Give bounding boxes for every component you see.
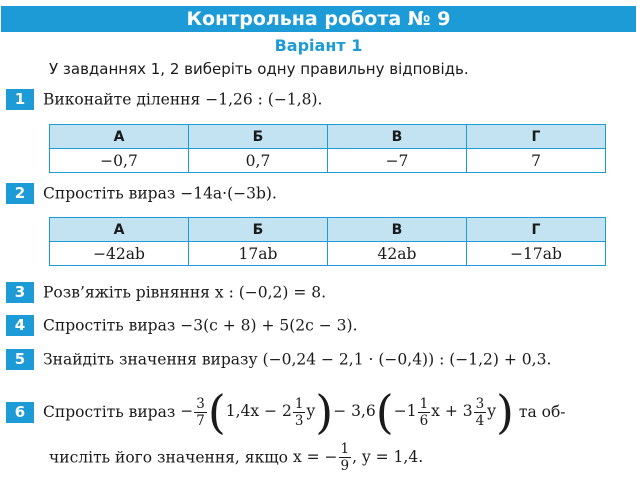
- task-expression: −3(c + 8) + 5(2c − 3).: [180, 316, 358, 335]
- task-expression: −14a·(−3b).: [180, 184, 277, 203]
- task-2: [6, 183, 277, 204]
- task-6-line-2: [49, 441, 423, 474]
- fraction-denominator: 7: [196, 412, 205, 429]
- fraction-denominator: 4: [475, 412, 485, 429]
- close-paren: ): [495, 385, 514, 439]
- option-value[interactable]: 0,7: [189, 149, 328, 173]
- task-text: Спростіть вираз: [43, 316, 176, 335]
- fraction-denominator: 9: [340, 458, 350, 474]
- option-header: Г: [467, 218, 606, 242]
- option-header: Б: [189, 218, 328, 242]
- option-header: А: [50, 218, 189, 242]
- x-value: [292, 441, 424, 474]
- title-banner: Контрольна робота № 9: [1, 6, 636, 32]
- fraction: [339, 441, 352, 474]
- task-number-badge: 3: [6, 282, 34, 303]
- answer-table-1: [49, 124, 606, 173]
- task-6: [6, 385, 566, 439]
- variant-label: Варіант 1: [274, 36, 363, 55]
- task-5: [6, 349, 551, 370]
- option-value[interactable]: −0,7: [50, 149, 189, 173]
- fraction-denominator: 6: [419, 412, 429, 429]
- option-header: В: [328, 218, 467, 242]
- fraction: [418, 396, 431, 429]
- expr-part: x = −: [292, 447, 338, 466]
- task-expression: (−0,24 − 2,1 · (−0,4)) : (−1,2) + 0,3.: [262, 350, 552, 369]
- option-header: В: [328, 125, 467, 149]
- option-value[interactable]: 7: [467, 149, 606, 173]
- fraction-denominator: 3: [294, 412, 304, 429]
- task-text: числіть його значення, якщо: [49, 448, 288, 467]
- expr-part: −1: [393, 402, 417, 420]
- task-number-badge: 1: [6, 89, 34, 110]
- task-text: Розв’яжіть рівняння: [43, 283, 210, 302]
- answer-table-2: [49, 217, 606, 266]
- expr-part: −: [180, 402, 194, 420]
- expr-part: 1,4x − 2: [225, 402, 292, 420]
- option-header: Б: [189, 125, 328, 149]
- expr-part: y: [487, 402, 496, 420]
- option-value[interactable]: 17ab: [189, 242, 328, 266]
- task-expression: x : (−0,2) = 8.: [214, 283, 327, 302]
- fraction-numerator: 1: [294, 395, 304, 412]
- instruction-text: У завданнях 1, 2 виберіть одну правильну відповідь.: [49, 60, 469, 78]
- task-3: [6, 282, 326, 303]
- fraction-numerator: 3: [196, 395, 205, 412]
- task-number-badge: 4: [6, 315, 34, 336]
- option-value[interactable]: −7: [328, 149, 467, 173]
- fraction: [293, 396, 306, 429]
- fraction-numerator: 3: [475, 395, 485, 412]
- fraction: [474, 396, 487, 429]
- task-text: Спростіть вираз: [43, 403, 176, 421]
- task-number-badge: 2: [6, 183, 34, 204]
- task-expression: −1,26 : (−1,8).: [205, 90, 323, 109]
- task-text-tail: та об-: [518, 403, 566, 421]
- expr-part: − 3,6: [333, 402, 376, 420]
- task-1: [6, 89, 322, 110]
- task-text: Спростіть вираз: [43, 184, 176, 203]
- option-header: А: [50, 125, 189, 149]
- expr-part: , y = 1,4.: [352, 447, 424, 466]
- task-text: Виконайте ділення: [43, 90, 201, 109]
- expr-part: y: [306, 402, 316, 420]
- option-value[interactable]: −17ab: [467, 242, 606, 266]
- task-text: Знайдіть значення виразу: [43, 350, 258, 369]
- expr-part: x + 3: [431, 402, 473, 420]
- fraction-numerator: 1: [419, 395, 429, 412]
- option-header: Г: [467, 125, 606, 149]
- option-value[interactable]: −42ab: [50, 242, 189, 266]
- open-paren: (: [207, 385, 226, 439]
- task-6-expression: [180, 385, 519, 439]
- close-paren: ): [315, 385, 334, 439]
- open-paren: (: [375, 385, 394, 439]
- fraction-numerator: 1: [340, 441, 350, 457]
- option-value[interactable]: 42ab: [328, 242, 467, 266]
- task-4: [6, 315, 358, 336]
- task-number-badge: 5: [6, 349, 34, 370]
- fraction: [194, 396, 207, 429]
- task-number-badge: 6: [6, 402, 34, 423]
